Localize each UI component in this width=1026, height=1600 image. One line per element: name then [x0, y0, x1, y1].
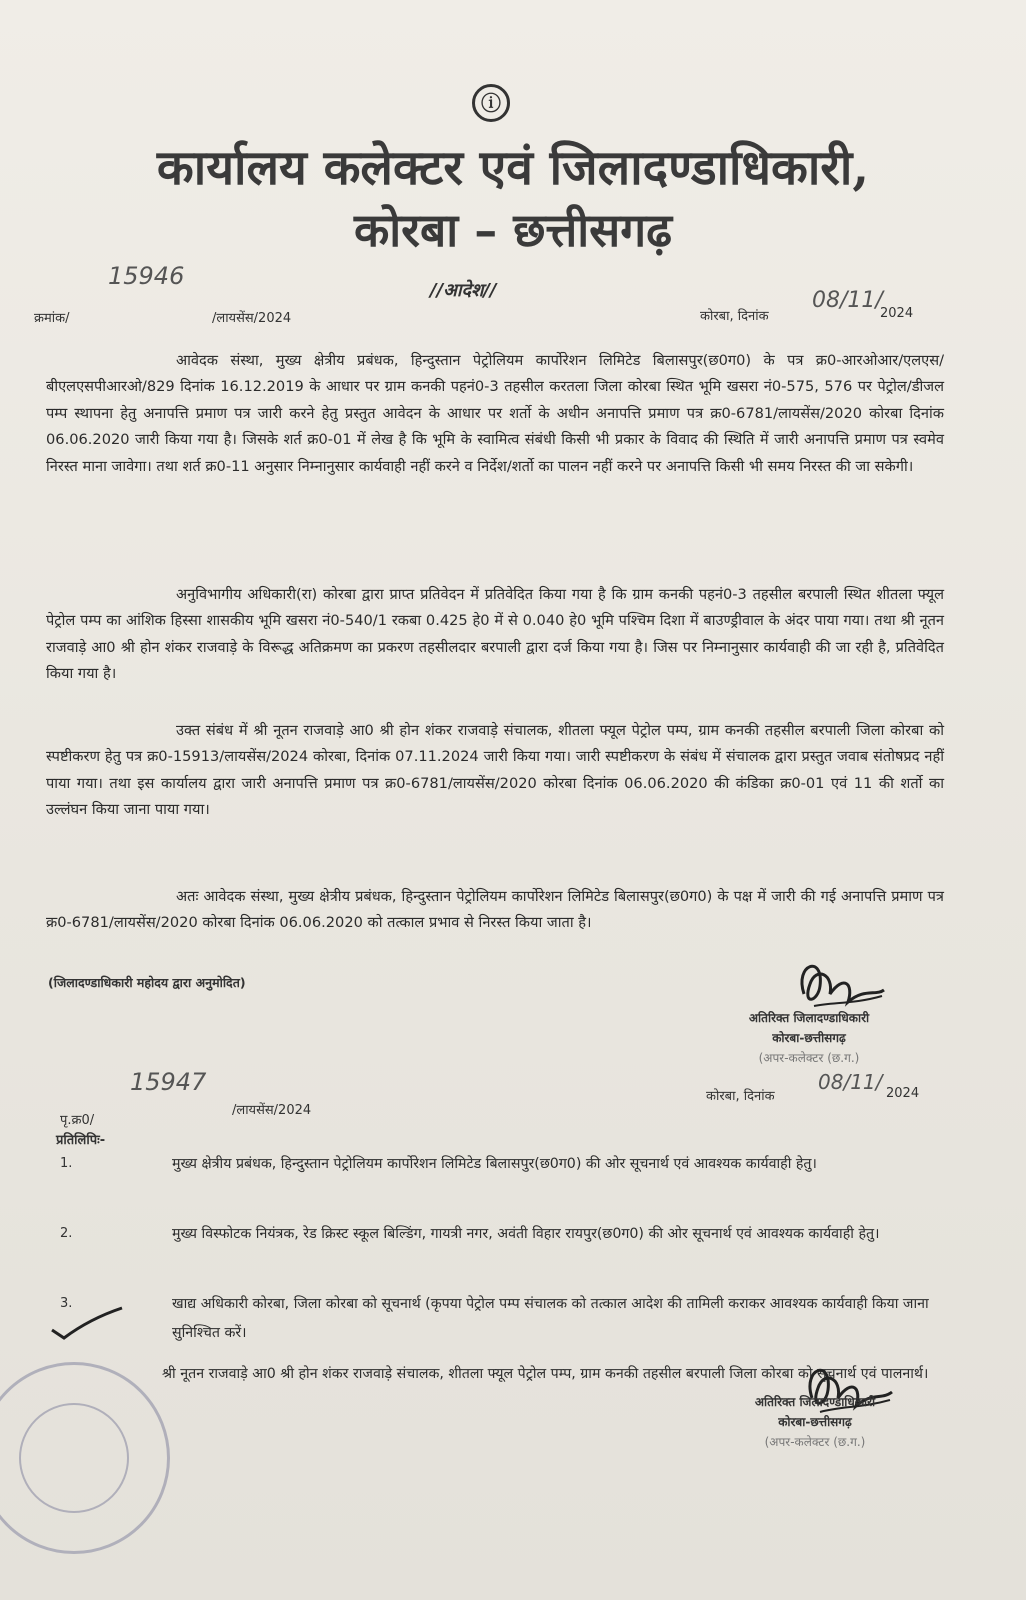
order-paragraph-1: आवेदक संस्था, मुख्य क्षेत्रीय प्रबंधक, हिन्दुस्तान पेट्रोलियम कार्पोरेशन लिमिटेड बिलासपुर(छ0ग0) के पत्र क्र0-आरओआर/एलएस/बीएलएसपीआरओ/829 दिनांक 16.12.2019 के आधार पर ग्राम कनकी पहनं0-3 तहसील करतला जिला कोरबा स्थित भूमि खसरा नं0-575, 576 पर पेट्रोल/डीजल पम्प स्थापना हेतु अनापत्ति प्रमाण पत्र जारी करने हेतु प्रस्तुत आवेदन के आधार पर शर्तो के अधीन अनापत्ति प्रमाण पत्र क्र0-6781/लायसेंस/2020 कोरबा दिनांक 06.06.2020 जारी किया गया है। जिसके शर्त क्र0-01 में लेख है कि भूमि के स्वामित्व संबंधी किसी भी प्रकार के विवाद की स्थिति में जारी अनापत्ति प्रमाण पत्र स्वमेव निरस्त माना जावेगा। तथा शर्त क्र0-11 अनुसार निम्नानुसार कार्यवाही नहीं करने व निर्देश/शर्तो का पालन नहीं करने पर अनापत्ति किसी भी समय निरस्त की जा सकेगी।	[46, 352, 944, 475]
signature-block-1	[706, 1008, 912, 1068]
handwritten-serial: 15946	[108, 262, 185, 290]
endorsement-suffix: /लायसेंस/2024	[232, 1103, 312, 1118]
date-prefix: कोरबा, दिनांक	[700, 309, 769, 324]
handwritten-endorsement-date: 08/11/	[818, 1070, 883, 1094]
office-emblem-icon: ⓘ	[472, 84, 510, 122]
endorsement-date-prefix: कोरबा, दिनांक	[706, 1089, 775, 1104]
seal-emblem-icon	[19, 1403, 129, 1513]
copy-number: 2.	[60, 1226, 73, 1241]
signatory-stamp: (अपर-कलेक्टर (छ.ग.)	[764, 1435, 866, 1449]
office-title-line1: कार्यालय कलेक्टर एवं जिलादण्डाधिकारी,	[156, 140, 870, 196]
signature-block-2	[712, 1392, 918, 1452]
signatory-title: अतिरिक्त जिलादण्डाधिकारी	[748, 1011, 870, 1025]
endorsement-date-year: 2024	[886, 1086, 920, 1101]
signatory-location: कोरबा-छत्तीसगढ़	[772, 1031, 846, 1045]
copy-text: खाद्य अधिकारी कोरबा, जिला कोरबा को सूचनार्थ (कृपया पेट्रोल पम्प संचालक को तत्काल आदेश की तामिली कराकर आवश्यक कार्यवाही किया जाना सुनिश्चित करें।	[172, 1296, 929, 1341]
copy-text: श्री नूतन राजवाड़े आ0 श्री होन शंकर राजवाड़े संचालक, शीतला फ्यूल पेट्रोल पम्प, ग्राम कनकी तहसील बरपाली जिला कोरबा को सूचनार्थ एवं पालनार्थ।	[162, 1366, 929, 1382]
copy-number: 1.	[60, 1156, 73, 1171]
tick-mark-icon	[46, 1304, 126, 1344]
order-paragraph-3: उक्त संबंध में श्री नूतन राजवाड़े आ0 श्री होन शंकर राजवाड़े संचालक, शीतला फ्यूल पेट्रोल पम्प, ग्राम कनकी तहसील बरपाली जिला कोरबा को स्पष्टीकरण हेतु पत्र क्र0-15913/लायसेंस/2024 कोरबा, दिनांक 07.11.2024 जारी किया गया। जारी स्पष्टीकरण के संबंध में संचालक द्वारा प्रस्तुत जवाब संतोषप्रद नहीं पाया गया। तथा इस कार्यालय द्वारा जारी अनापत्ति प्रमाण पत्र क्र0-6781/लायसेंस/2020 कोरबा दिनांक 06.06.2020 की कंडिका क्र0-01 एवं 11 की शर्तो का उल्लंघन किया जाना पाया गया।	[46, 722, 944, 819]
handwritten-endorsement-serial: 15947	[130, 1068, 207, 1096]
approval-note: (जिलादण्डाधिकारी महोदय द्वारा अनुमोदित)	[48, 975, 246, 990]
endorsement-prefix: पृ.क्र0/	[60, 1113, 95, 1128]
handwritten-date: 08/11/	[812, 288, 883, 313]
list-item	[54, 1220, 944, 1290]
order-paragraph-2: अनुविभागीय अधिकारी(रा) कोरबा द्वारा प्राप्त प्रतिवेदन में प्रतिवेदित किया गया है कि ग्राम कनकी पहनं0-3 तहसील बरपाली स्थित शीतला फ्यूल पेट्रोल पम्प का आंशिक हिस्सा शासकीय भूमि खसरा नं0-540/1 रकबा 0.425 हे0 में से 0.040 हे0 भूमि पश्चिम दिशा में बाउण्ड्रीवाल के अंदर पाया गया। तथा श्री नूतन राजवाड़े आ0 श्री होन शंकर राजवाड़े के विरूद्ध अतिक्रमण का प्रकरण तहसीलदार बरपाली द्वारा दर्ज किया गया है। जिस पर निम्नानुसार कार्यवाही की जा रही है, प्रतिवेदित किया गया है।	[46, 586, 944, 683]
order-paragraph-4: अतः आवेदक संस्था, मुख्य क्षेत्रीय प्रबंधक, हिन्दुस्तान पेट्रोलियम कार्पोरेशन लिमिटेड बिलासपुर(छ0ग0) के पक्ष में जारी की गई अनापत्ति प्रमाण पत्र क्र0-6781/लायसेंस/2020 कोरबा दिनांक 06.06.2020 को तत्काल प्रभाव से निरस्त किया जाता है।	[46, 888, 944, 932]
kramank-label: क्रमांक/	[34, 311, 70, 326]
date-year: 2024	[880, 306, 914, 321]
kramank-suffix: /लायसेंस/2024	[212, 311, 292, 326]
copy-label: प्रतिलिपिः-	[56, 1133, 106, 1148]
office-title-line2: कोरबा – छत्तीसगढ़	[353, 203, 673, 257]
copy-text: मुख्य विस्फोटक नियंत्रक, रेड क्रिस्ट स्कूल बिल्डिंग, गायत्री नगर, अवंती विहार रायपुर(छ0ग0) की ओर सूचनार्थ एवं आवश्यक कार्यवाही हेतु।	[172, 1226, 880, 1242]
copy-number: 3.	[60, 1296, 73, 1311]
order-heading: //आदेश//	[430, 280, 497, 301]
copy-text: मुख्य क्षेत्रीय प्रबंधक, हिन्दुस्तान पेट्रोलियम कार्पोरेशन लिमिटेड बिलासपुर(छ0ग0) की ओर सूचनार्थ एवं आवश्यक कार्यवाही हेतु।	[172, 1156, 817, 1172]
signatory-title: अतिरिक्त जिलादण्डाधिकारी	[754, 1395, 876, 1409]
signatory-stamp: (अपर-कलेक्टर (छ.ग.)	[758, 1051, 860, 1065]
list-item	[54, 1150, 944, 1220]
signatory-location: कोरबा-छत्तीसगढ़	[778, 1415, 852, 1429]
